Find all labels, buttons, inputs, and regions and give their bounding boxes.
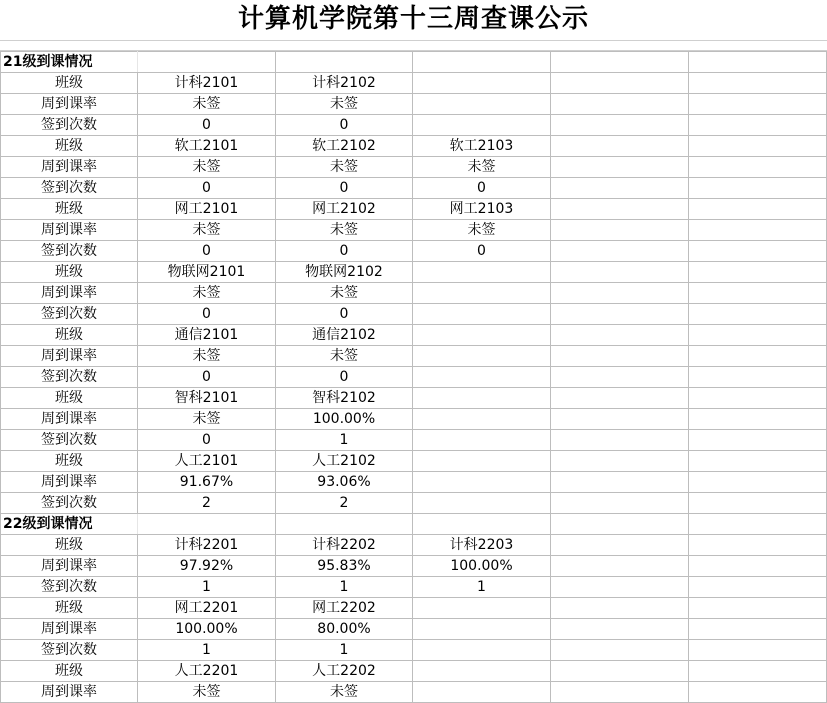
- empty-cell[interactable]: [689, 598, 827, 619]
- row-label-count[interactable]: 签到次数: [1, 430, 138, 451]
- row-label-class[interactable]: 班级: [1, 73, 138, 94]
- empty-cell[interactable]: [413, 493, 551, 514]
- table-row: [1, 682, 827, 703]
- empty-cell[interactable]: [413, 430, 551, 451]
- empty-cell[interactable]: [689, 514, 827, 535]
- empty-cell[interactable]: [551, 52, 689, 73]
- empty-cell[interactable]: [689, 73, 827, 94]
- empty-cell[interactable]: [689, 472, 827, 493]
- attendance-rate-cell[interactable]: 未签: [276, 220, 413, 241]
- sign-count-cell[interactable]: 0: [276, 178, 413, 199]
- row-label-rate[interactable]: 周到课率: [1, 472, 138, 493]
- attendance-rate-cell[interactable]: 未签: [138, 409, 276, 430]
- table-row: [1, 220, 827, 241]
- attendance-rate-cell[interactable]: 未签: [138, 346, 276, 367]
- empty-cell[interactable]: [413, 346, 551, 367]
- class-name-cell[interactable]: 物联网2102: [276, 262, 413, 283]
- row-label-count[interactable]: 签到次数: [1, 493, 138, 514]
- empty-cell[interactable]: [689, 535, 827, 556]
- row-label-rate[interactable]: 周到课率: [1, 556, 138, 577]
- class-name-cell[interactable]: 软工2101: [138, 136, 276, 157]
- empty-cell[interactable]: [551, 136, 689, 157]
- empty-cell[interactable]: [413, 73, 551, 94]
- empty-cell[interactable]: [689, 430, 827, 451]
- sign-count-cell[interactable]: 0: [138, 304, 276, 325]
- empty-cell[interactable]: [689, 157, 827, 178]
- sign-count-cell[interactable]: 1: [138, 640, 276, 661]
- table-row: [1, 325, 827, 346]
- class-name-cell[interactable]: 通信2101: [138, 325, 276, 346]
- class-name-cell[interactable]: 智科2102: [276, 388, 413, 409]
- empty-cell[interactable]: [551, 598, 689, 619]
- row-label-class[interactable]: 班级: [1, 451, 138, 472]
- empty-cell[interactable]: [551, 535, 689, 556]
- empty-cell[interactable]: [689, 388, 827, 409]
- empty-cell[interactable]: [551, 409, 689, 430]
- empty-cell[interactable]: [689, 115, 827, 136]
- empty-cell[interactable]: [551, 73, 689, 94]
- empty-cell[interactable]: [413, 409, 551, 430]
- table-row: [1, 94, 827, 115]
- table-row: [1, 535, 827, 556]
- attendance-rate-cell[interactable]: 未签: [138, 682, 276, 703]
- empty-cell[interactable]: [689, 346, 827, 367]
- row-label-class[interactable]: 班级: [1, 388, 138, 409]
- sign-count-cell[interactable]: 0: [138, 178, 276, 199]
- class-name-cell[interactable]: 网工2202: [276, 598, 413, 619]
- empty-cell[interactable]: [551, 115, 689, 136]
- empty-cell[interactable]: [413, 304, 551, 325]
- class-name-cell[interactable]: 计科2201: [138, 535, 276, 556]
- class-name-cell[interactable]: 网工2103: [413, 199, 551, 220]
- empty-cell[interactable]: [413, 451, 551, 472]
- row-label-class[interactable]: 班级: [1, 661, 138, 682]
- row-label-class[interactable]: 班级: [1, 598, 138, 619]
- empty-cell[interactable]: [413, 325, 551, 346]
- sign-count-cell[interactable]: 1: [413, 577, 551, 598]
- empty-cell[interactable]: [276, 52, 413, 73]
- attendance-rate-cell[interactable]: 未签: [276, 157, 413, 178]
- class-name-cell[interactable]: 网工2101: [138, 199, 276, 220]
- empty-cell[interactable]: [551, 220, 689, 241]
- empty-cell[interactable]: [689, 220, 827, 241]
- attendance-rate-cell[interactable]: 未签: [276, 94, 413, 115]
- empty-cell[interactable]: [689, 367, 827, 388]
- empty-cell[interactable]: [551, 493, 689, 514]
- row-label-rate[interactable]: 周到课率: [1, 283, 138, 304]
- sign-count-cell[interactable]: 0: [276, 367, 413, 388]
- empty-cell[interactable]: [413, 514, 551, 535]
- table-row: [1, 136, 827, 157]
- empty-cell[interactable]: [689, 136, 827, 157]
- class-name-cell[interactable]: 物联网2101: [138, 262, 276, 283]
- sign-count-cell[interactable]: 0: [138, 115, 276, 136]
- table-row: [1, 304, 827, 325]
- title-row: [0, 0, 827, 41]
- empty-cell[interactable]: [551, 304, 689, 325]
- class-name-cell[interactable]: 通信2102: [276, 325, 413, 346]
- class-name-cell[interactable]: 人工2202: [276, 661, 413, 682]
- class-name-cell[interactable]: 计科2202: [276, 535, 413, 556]
- empty-cell[interactable]: [689, 262, 827, 283]
- empty-cell[interactable]: [551, 241, 689, 262]
- attendance-rate-cell[interactable]: 未签: [276, 283, 413, 304]
- table-row: [1, 262, 827, 283]
- empty-cell[interactable]: [689, 325, 827, 346]
- row-label-rate[interactable]: 周到课率: [1, 346, 138, 367]
- sign-count-cell[interactable]: 1: [138, 577, 276, 598]
- empty-cell[interactable]: [413, 682, 551, 703]
- empty-cell[interactable]: [689, 577, 827, 598]
- table-row: [1, 178, 827, 199]
- row-label-rate[interactable]: 周到课率: [1, 619, 138, 640]
- row-label-count[interactable]: 签到次数: [1, 304, 138, 325]
- empty-cell[interactable]: [689, 451, 827, 472]
- attendance-rate-cell[interactable]: 100.00%: [138, 619, 276, 640]
- row-label-count[interactable]: 签到次数: [1, 115, 138, 136]
- class-name-cell[interactable]: 计科2101: [138, 73, 276, 94]
- table-row: [1, 493, 827, 514]
- spacer-row: [0, 41, 827, 51]
- empty-cell[interactable]: [551, 262, 689, 283]
- attendance-rate-cell[interactable]: 100.00%: [413, 556, 551, 577]
- table-row: [1, 640, 827, 661]
- empty-cell[interactable]: [689, 556, 827, 577]
- empty-cell[interactable]: [689, 283, 827, 304]
- class-name-cell[interactable]: 计科2102: [276, 73, 413, 94]
- empty-cell[interactable]: [413, 262, 551, 283]
- empty-cell[interactable]: [413, 640, 551, 661]
- empty-cell[interactable]: [551, 325, 689, 346]
- empty-cell[interactable]: [551, 556, 689, 577]
- row-label-class[interactable]: 班级: [1, 325, 138, 346]
- empty-cell[interactable]: [689, 682, 827, 703]
- row-label-class[interactable]: 班级: [1, 535, 138, 556]
- table-row: [1, 115, 827, 136]
- empty-cell[interactable]: [413, 52, 551, 73]
- empty-cell[interactable]: [413, 94, 551, 115]
- class-name-cell[interactable]: 计科2203: [413, 535, 551, 556]
- empty-cell[interactable]: [551, 178, 689, 199]
- row-label-count[interactable]: 签到次数: [1, 241, 138, 262]
- empty-cell[interactable]: [689, 619, 827, 640]
- row-label-count[interactable]: 签到次数: [1, 577, 138, 598]
- attendance-rate-cell[interactable]: 未签: [276, 346, 413, 367]
- row-label-rate[interactable]: 周到课率: [1, 682, 138, 703]
- empty-cell[interactable]: [689, 409, 827, 430]
- sign-count-cell[interactable]: 0: [138, 367, 276, 388]
- table-row: [1, 157, 827, 178]
- table-row: [1, 619, 827, 640]
- attendance-rate-cell[interactable]: 未签: [276, 682, 413, 703]
- empty-cell[interactable]: [689, 493, 827, 514]
- row-label-count[interactable]: 签到次数: [1, 640, 138, 661]
- attendance-rate-cell[interactable]: 未签: [413, 220, 551, 241]
- empty-cell[interactable]: [551, 577, 689, 598]
- row-label-rate[interactable]: 周到课率: [1, 94, 138, 115]
- attendance-rate-cell[interactable]: 95.83%: [276, 556, 413, 577]
- sign-count-cell[interactable]: 0: [138, 241, 276, 262]
- table-row: [1, 556, 827, 577]
- row-label-rate[interactable]: 周到课率: [1, 409, 138, 430]
- sign-count-cell[interactable]: 0: [413, 178, 551, 199]
- empty-cell[interactable]: [551, 640, 689, 661]
- empty-cell[interactable]: [689, 241, 827, 262]
- attendance-rate-cell[interactable]: 93.06%: [276, 472, 413, 493]
- table-row: [1, 598, 827, 619]
- empty-cell[interactable]: [413, 115, 551, 136]
- empty-cell[interactable]: [413, 472, 551, 493]
- empty-cell[interactable]: [551, 157, 689, 178]
- empty-cell[interactable]: [551, 682, 689, 703]
- page-title: 计算机学院第十三周查课公示: [237, 4, 589, 34]
- empty-cell[interactable]: [413, 367, 551, 388]
- empty-cell[interactable]: [551, 388, 689, 409]
- row-label-class[interactable]: 班级: [1, 262, 138, 283]
- empty-cell[interactable]: [138, 514, 276, 535]
- sign-count-cell[interactable]: 0: [276, 241, 413, 262]
- sign-count-cell[interactable]: 2: [276, 493, 413, 514]
- table-row: [1, 199, 827, 220]
- sign-count-cell[interactable]: 0: [138, 430, 276, 451]
- table-row: [1, 472, 827, 493]
- sign-count-cell[interactable]: 0: [276, 115, 413, 136]
- empty-cell[interactable]: [413, 598, 551, 619]
- section-heading[interactable]: 21级到课情况: [1, 52, 138, 73]
- empty-cell[interactable]: [138, 52, 276, 73]
- class-name-cell[interactable]: 人工2201: [138, 661, 276, 682]
- class-name-cell[interactable]: 智科2101: [138, 388, 276, 409]
- row-label-rate[interactable]: 周到课率: [1, 220, 138, 241]
- empty-cell[interactable]: [551, 661, 689, 682]
- sign-count-cell[interactable]: 1: [276, 430, 413, 451]
- section-header-row: [1, 52, 827, 73]
- table-row: [1, 661, 827, 682]
- empty-cell[interactable]: [551, 367, 689, 388]
- table-row: [1, 283, 827, 304]
- row-label-rate[interactable]: 周到课率: [1, 157, 138, 178]
- empty-cell[interactable]: [551, 472, 689, 493]
- attendance-rate-cell[interactable]: 未签: [138, 94, 276, 115]
- sign-count-cell[interactable]: 1: [276, 577, 413, 598]
- row-label-class[interactable]: 班级: [1, 199, 138, 220]
- table-row: [1, 388, 827, 409]
- attendance-rate-cell[interactable]: 100.00%: [276, 409, 413, 430]
- table-row: [1, 430, 827, 451]
- empty-cell[interactable]: [551, 451, 689, 472]
- class-name-cell[interactable]: 网工2201: [138, 598, 276, 619]
- empty-cell[interactable]: [689, 178, 827, 199]
- section-header-row: [1, 514, 827, 535]
- table-row: [1, 73, 827, 94]
- table-row: [1, 451, 827, 472]
- empty-cell[interactable]: [551, 346, 689, 367]
- attendance-rate-cell[interactable]: 91.67%: [138, 472, 276, 493]
- empty-cell[interactable]: [551, 514, 689, 535]
- row-label-count[interactable]: 签到次数: [1, 178, 138, 199]
- attendance-rate-cell[interactable]: 80.00%: [276, 619, 413, 640]
- class-name-cell[interactable]: 软工2103: [413, 136, 551, 157]
- empty-cell[interactable]: [276, 514, 413, 535]
- attendance-rate-cell[interactable]: 未签: [138, 157, 276, 178]
- table-row: [1, 409, 827, 430]
- empty-cell[interactable]: [551, 619, 689, 640]
- empty-cell[interactable]: [689, 199, 827, 220]
- empty-cell[interactable]: [689, 52, 827, 73]
- class-name-cell[interactable]: 软工2102: [276, 136, 413, 157]
- sign-count-cell[interactable]: 0: [413, 241, 551, 262]
- attendance-table: [0, 51, 827, 703]
- class-name-cell[interactable]: 网工2102: [276, 199, 413, 220]
- sign-count-cell[interactable]: 0: [276, 304, 413, 325]
- empty-cell[interactable]: [413, 388, 551, 409]
- empty-cell[interactable]: [551, 430, 689, 451]
- empty-cell[interactable]: [551, 283, 689, 304]
- empty-cell[interactable]: [689, 661, 827, 682]
- table-row: [1, 367, 827, 388]
- table-row: [1, 241, 827, 262]
- empty-cell[interactable]: [689, 94, 827, 115]
- empty-cell[interactable]: [551, 199, 689, 220]
- empty-cell[interactable]: [551, 94, 689, 115]
- sign-count-cell[interactable]: 1: [276, 640, 413, 661]
- empty-cell[interactable]: [413, 619, 551, 640]
- class-name-cell[interactable]: 人工2101: [138, 451, 276, 472]
- table-row: [1, 346, 827, 367]
- row-label-class[interactable]: 班级: [1, 136, 138, 157]
- class-name-cell[interactable]: 人工2102: [276, 451, 413, 472]
- attendance-rate-cell[interactable]: 97.92%: [138, 556, 276, 577]
- attendance-rate-cell[interactable]: 未签: [413, 157, 551, 178]
- sign-count-cell[interactable]: 2: [138, 493, 276, 514]
- empty-cell[interactable]: [689, 304, 827, 325]
- section-heading[interactable]: 22级到课情况: [1, 514, 138, 535]
- empty-cell[interactable]: [413, 283, 551, 304]
- table-row: [1, 577, 827, 598]
- attendance-rate-cell[interactable]: 未签: [138, 283, 276, 304]
- attendance-rate-cell[interactable]: 未签: [138, 220, 276, 241]
- empty-cell[interactable]: [689, 640, 827, 661]
- row-label-count[interactable]: 签到次数: [1, 367, 138, 388]
- empty-cell[interactable]: [413, 661, 551, 682]
